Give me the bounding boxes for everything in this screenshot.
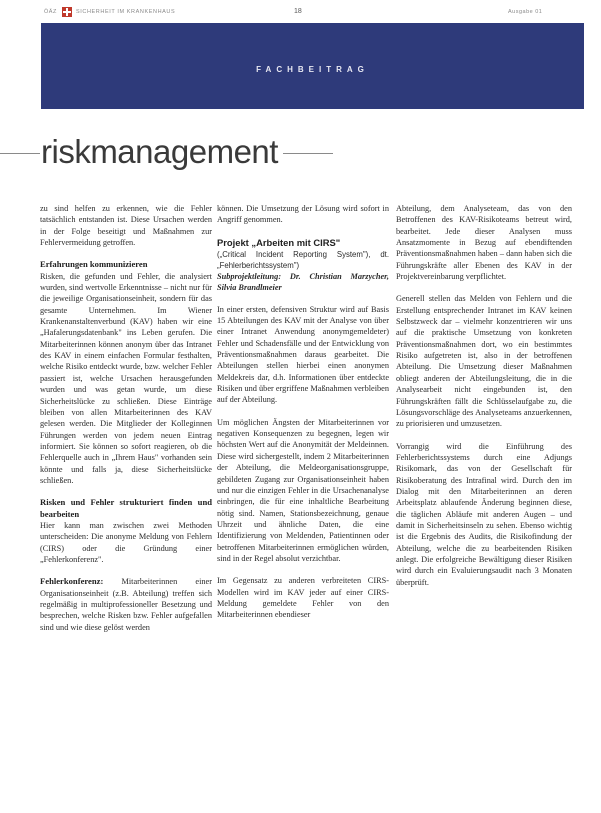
title-rule-right [283, 153, 333, 154]
page-number: 18 [294, 8, 302, 15]
project-heading: Projekt „Arbeiten mit CIRS" [217, 236, 341, 248]
header-brand: SICHERHEIT IM KRANKENHAUS [76, 9, 176, 15]
section-heading: Erfahrungen kommunizieren [40, 259, 148, 270]
cross-logo-icon [62, 7, 72, 17]
paragraph: Generell stellen das Melden von Fehlern und die Erstellung entsprechender Intranet im KAV keinen Selbstzweck dar – vielmehr konzentrieren wir uns auf die praktische Umsetzung von konkreten Präventionsmaßnahmen dort, wo ein bestimmtes Risiko aufgetreten ist, also in der betroffenen Abteilung. Die Umsetzung dieser Maßnahmen obliegt anderen der Abteilungsleitung, die in die Analysearbeit nicht eingebunden ist, den Führungskräften fällt die Schlüsselaufgabe zu, die Lösungsvorschläge des Analyseteams anzuerkennen, zu priorisieren und umzusetzen. [396, 294, 572, 429]
page-title: riskmanagement [41, 133, 278, 170]
project-leads: Subprojektleitung: Dr. Christian Marzycher, Silvia Brandlmeier [217, 271, 389, 292]
title-rule-left [0, 153, 40, 154]
paragraph: zu sind helfen zu erkennen, wie die Fehler tatsächlich entstanden ist. Diese Ursachen werden in der Folge beseitigt und Maßnahmen zur Fehlervermeidung getroffen. [40, 204, 212, 248]
text-column-2 [217, 203, 389, 621]
paragraph [40, 576, 212, 633]
paragraph: Vorrangig wird die Einführung des Fehlerberichtssystems durch eine Adjungs Risikomark, das von der Gesellschaft für Risikoberatung des Intrafinal wird. Durch den im Dialog mit den Mitarbeiterinnen an deren Arbeitsplatz ablaufende Änderung beginnen diese, die täglichen Abläufe mit anderen Augen – und damit in Sicherheitsinseln zu sehen. Ebenso wichtig ist die Ergebnis des Audits, die Risikofindung der Abteilung, welche die zu bearbeitenden Risiken anlegt. Die erfolgreiche Bewältigung dieser Risiken wird durch ein Evaluierungsaudit nach 3 Monaten überprüft. [396, 441, 572, 587]
paragraph: In einer ersten, defensiven Struktur wird auf Basis 15 Abteilungen des KAV mit der Analyse von über einer Intranet Anwendung anonymgemeldeter) Fehler und Schadensfälle und der Entwicklung von Präventionsmaßnahmen daraus gearbeitet. Die Abteilungen stellen hierbei einen anonymen Meldekreis dar, d.h. Informationen über entdeckte Risiken und über ergriffene Maßnahmen verbleiben auf der Abteilung. [217, 304, 389, 405]
paragraph: Risken, die gefunden und Fehler, die analysiert wurden, sind wertvolle Erkenntnisse – nicht nur für die jeweilige Organisationseinheit, sondern für das gesamte Unternehmen. Im Wiener Krankenanstaltenverbund (KAV) haben wir eine „Hafalerungsdatenbank" ins Leben gerufen. Die Mitarbeiterinnen können anonym über das Intranet des KAV in einem einfachen Formular festhalten, welche Risiko entdeckt wurde, bzw. welcher Fehler passiert ist, welche Ursachen herausgefunden wurden und was getan wurde, um diese Sicherheitslücke zu schließen. Diese Einträge bleiben von allen Mitarbeiterinnen des KAV gelesen werden. Die Mitglieder der Kolleginnen Führungen werden von jedem neuen Eintrag informiert. Sie können so sofort reagieren, ob die Fehlerquelle auch in „Ihrem Haus" vorhanden sein könnte und falls ja, diese Sicherheitslücke schließen. [40, 271, 212, 485]
header-right-text: Ausgabe 01 [508, 9, 543, 15]
project-subtitle: („Critical Incident Reporting System"), dt. „Fehlerberichtssystem") [217, 249, 389, 270]
banner-label: FACHBEITRAG [256, 65, 369, 74]
title-row [0, 130, 601, 174]
paragraph: Abteilung, dem Analyseteam, das von den Betroffenen des KAV-Risikoteams betreut wird, bearbeitet. Jede dieser Analysen muss Ansatzmomente in Bezug auf ebendiftenden Präventionsmaßnahmen haben – dann haben sich die Führungskräfte aller Ebenen des KAV in der Projektvereinbarung verpflichtet. [396, 204, 572, 282]
paragraph: Im Gegensatz zu anderen verbreiteten CIRS-Modellen wird im KAV jeder auf einer CIRS-Meldung gemeldete Fehler von den Mitarbeiterinnen ebendieser [217, 576, 389, 620]
paragraph: können. Die Umsetzung der Lösung wird sofort in Angriff genommen. [217, 204, 389, 225]
page-header [0, 0, 601, 22]
paragraph-text: Mitarbeiterinnen einer Organisationseinheit (z.B. Abteilung) treffen sich regelmäßig in multiprofessioneller Besetzung und besprechen, welche Risken bzw. Fehler aufgefallen sind und wie diese gelöst werden [40, 577, 212, 632]
header-left-text: ÖÄZ [44, 9, 57, 15]
paragraph: Um möglichen Ängsten der Mitarbeiterinnen vor negativen Konsequenzen zu begegnen, legen wir höchsten Wert auf die Anonymität der Meldeinnen. Diese wird sichergestellt, indem 2 Mitarbeiterinnen der Abteilung, die Meldeorganisationsgruppe, gebildeten Zugang zur Organisationseinheit haben und nur die einzigen Fehler in die Ursachenanalyse einbringen, die für eine inhaltliche Bearbeitung nötig sind. Namen, Stationsbezeichnung, genaue Uhrzeit und ähnliche Daten, die eine Identifizierung von Meldenden, Patientinnen oder betroffenen Mitarbeiterinnen ermöglichen würden, sind in der Regel absolut verzichtbar. [217, 417, 389, 563]
text-column-3 [396, 203, 572, 588]
paragraph: Hier kann man zwischen zwei Methoden unterscheiden: Die anonyme Meldung von Fehlern (CIRS) oder die Gründung einer „Fehlerkonferenz". [40, 520, 212, 564]
section-heading: Risken und Fehler strukturiert finden und bearbeiten [40, 497, 212, 519]
inline-heading: Fehlerkonferenz: [40, 576, 104, 587]
section-banner [41, 23, 584, 109]
text-column-1 [40, 203, 212, 633]
